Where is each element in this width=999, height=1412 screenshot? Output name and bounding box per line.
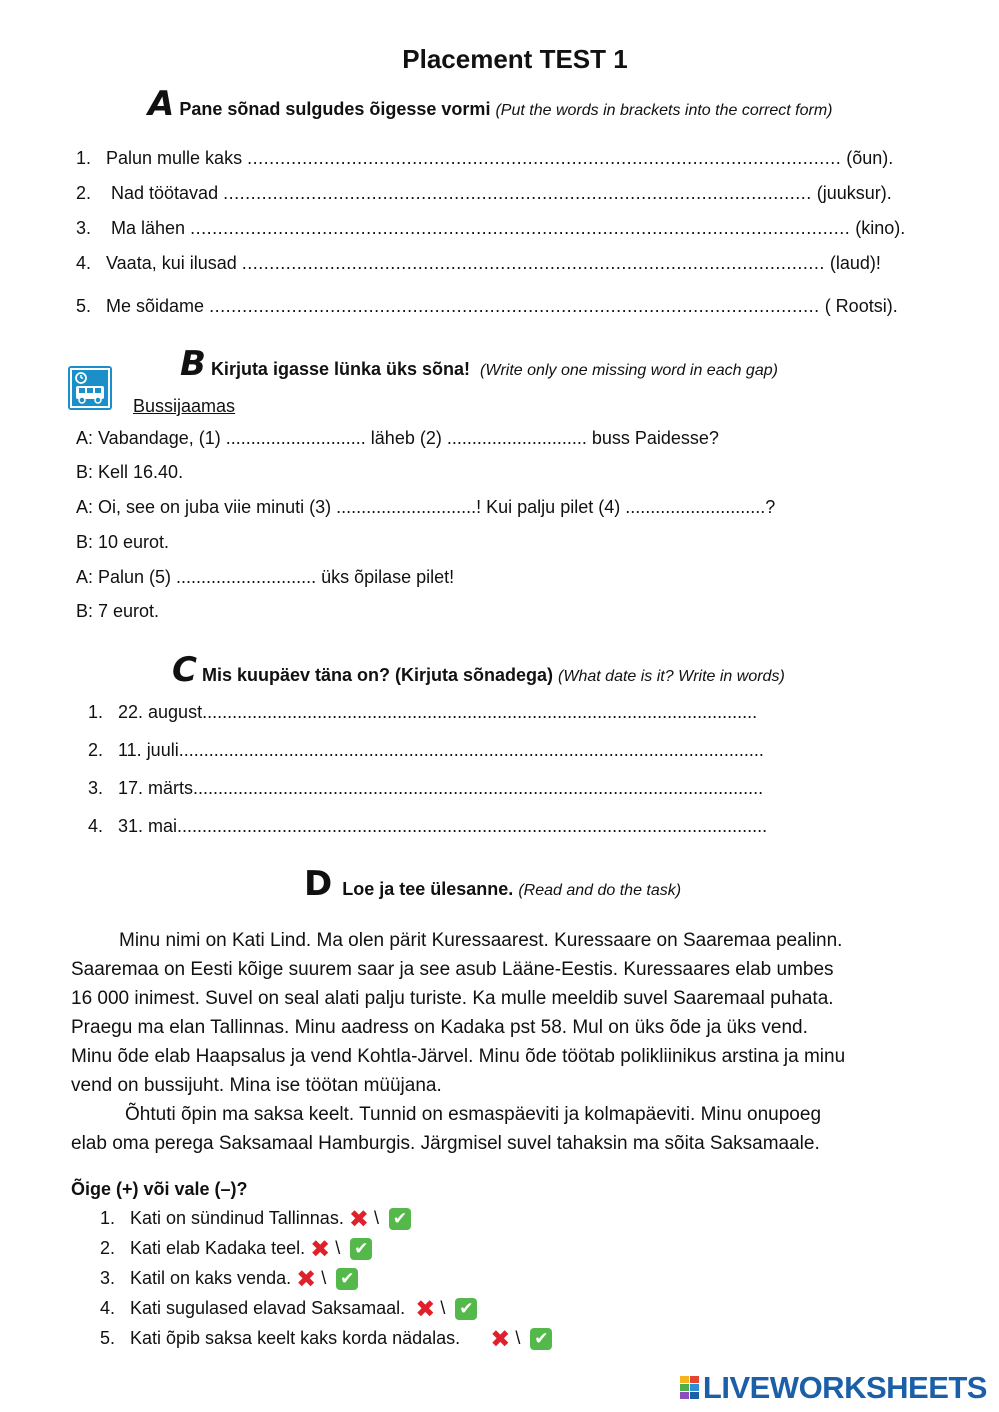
true-mark-icon[interactable]: ✔ xyxy=(530,1328,552,1350)
text-line: Õhtuti õpin ma saksa keelt. Tunnid on esmaspäeviti ja kolmapäeviti. Minu onupoeg xyxy=(125,1104,822,1125)
section-d-title: Loe ja tee ülesanne. xyxy=(342,879,514,899)
section-a-heading xyxy=(148,84,832,124)
dialogue-title: Bussijaamas xyxy=(133,396,236,416)
date-item[interactable]: 4. 31. mai...................................................................................................................... xyxy=(88,816,768,836)
item-prompt: Palun mulle kaks xyxy=(106,148,243,168)
dialogue-line: B: Kell 16.40. xyxy=(76,462,184,482)
logo-icon xyxy=(680,1372,700,1396)
section-a-title: Pane sõnad sulgudes õigesse vormi xyxy=(179,99,491,119)
section-a-letter: A xyxy=(148,84,175,124)
section-c-letter: C xyxy=(172,650,197,690)
true-false-question: Õige (+) või vale (–)? xyxy=(71,1179,248,1199)
section-b-title: Kirjuta igasse lünka üks sõna! xyxy=(210,359,471,379)
item-prompt: Nad töötavad xyxy=(106,183,219,203)
text-line: Minu õde elab Haapsalus ja vend Kohtla-Järvel. Minu õde töötab polikliinikus arstina ja minu xyxy=(71,1046,846,1067)
item-prompt: Me sõidame xyxy=(106,296,205,316)
date-item[interactable]: 1. 22. august............................................................................................................... xyxy=(88,702,758,722)
dialogue-line[interactable]: A: Oi, see on juba viie minuti (3) ............................! Kui palju pilet (4) ............................? xyxy=(76,497,776,517)
dialogue-line[interactable]: A: Palun (5) ............................ üks õpilase pilet! xyxy=(76,567,455,587)
exercise-a-item: 2. Nad töötavad ........................................................................................................... (juuksur). xyxy=(76,183,892,203)
false-mark-icon[interactable]: ✖ xyxy=(348,1205,369,1233)
section-b-heading xyxy=(180,344,778,384)
liveworksheets-logo xyxy=(680,1370,987,1406)
bus-station-icon xyxy=(68,366,112,410)
exercise-a-item: 5. Me sõidame ............................................................................................................... ( Rootsi). xyxy=(76,296,898,316)
true-mark-icon[interactable]: ✔ xyxy=(455,1298,477,1320)
text-line: vend on bussijuht. Mina ise töötan müüjana. xyxy=(71,1075,442,1096)
item-hint: (kino). xyxy=(855,218,906,238)
tf-item: 5. Kati õpib saksa keelt kaks korda nädalas. ✖ \ ✔ xyxy=(100,1325,552,1353)
text-line: Praegu ma elan Tallinnas. Minu aadress on Kadaka pst 58. Mul on üks õde ja üks vend. xyxy=(71,1017,808,1038)
answer-gap[interactable]: .......................................................................................................... xyxy=(241,253,825,273)
answer-gap[interactable]: ........................................................................................................................ xyxy=(190,218,851,238)
tf-item: 2. Kati elab Kadaka teel. ✖ \ ✔ xyxy=(100,1235,372,1263)
answer-gap[interactable]: ........................................................................................................... xyxy=(223,183,812,203)
answer-gap[interactable]: ............................................................................................................ xyxy=(247,148,842,168)
item-hint: ( Rootsi). xyxy=(824,296,898,316)
section-b-letter: B xyxy=(180,344,206,384)
true-mark-icon[interactable]: ✔ xyxy=(389,1208,411,1230)
page-title: Placement TEST 1 xyxy=(402,44,628,74)
tf-item: 4. Kati sugulased elavad Saksamaal. ✖ \ ✔ xyxy=(100,1295,477,1323)
dialogue-line[interactable]: A: Vabandage, (1) ............................ läheb (2) ............................ buss Paidesse? xyxy=(76,428,719,448)
false-mark-icon[interactable]: ✖ xyxy=(490,1325,511,1353)
dialogue-line: B: 10 eurot. xyxy=(76,532,170,552)
section-d-heading xyxy=(304,864,681,904)
true-mark-icon[interactable]: ✔ xyxy=(350,1238,372,1260)
exercise-a-item: 1. Palun mulle kaks ............................................................................................................ (õun). xyxy=(76,148,894,168)
false-mark-icon[interactable]: ✖ xyxy=(415,1295,436,1323)
section-c-title: Mis kuupäev täna on? (Kirjuta sõnadega) xyxy=(201,665,554,685)
section-c-heading xyxy=(172,650,785,690)
section-d-letter: D xyxy=(304,864,333,904)
section-c-note: (What date is it? Write in words) xyxy=(558,668,785,685)
dialogue-line: B: 7 eurot. xyxy=(76,601,160,621)
answer-gap[interactable]: ............................................................................................................... xyxy=(209,296,820,316)
item-prompt: Ma lähen xyxy=(106,218,186,238)
section-b-note: (Write only one missing word in each gap) xyxy=(480,362,778,379)
text-line: Minu nimi on Kati Lind. Ma olen pärit Kuressaarest. Kuressaare on Saaremaa pealinn. xyxy=(119,930,843,951)
tf-item: 3. Katil on kaks venda. ✖ \ ✔ xyxy=(100,1265,358,1293)
false-mark-icon[interactable]: ✖ xyxy=(310,1235,331,1263)
text-line: elab oma perega Saksamaal Hamburgis. Järgmisel suvel tahaksin ma sõita Saksamaale. xyxy=(71,1133,820,1154)
date-item[interactable]: 3. 17. märts.................................................................................................................. xyxy=(88,778,764,798)
logo-text: LIVEWORKSHEETS xyxy=(702,1370,987,1405)
text-line: Saaremaa on Eesti kõige suurem saar ja see asub Lääne-Eestis. Kuressaares elab umbes xyxy=(71,959,834,980)
date-item[interactable]: 2. 11. juuli..................................................................................................................... xyxy=(88,740,764,760)
item-hint: (juuksur). xyxy=(816,183,892,203)
exercise-a-item: 4. Vaata, kui ilusad .......................................................................................................... (laud)! xyxy=(76,253,881,273)
exercise-a-item: 3. Ma lähen ........................................................................................................................ (kino). xyxy=(76,218,906,238)
item-hint: (õun). xyxy=(846,148,894,168)
tf-item: 1. Kati on sündinud Tallinnas. ✖ \ ✔ xyxy=(100,1205,411,1233)
false-mark-icon[interactable]: ✖ xyxy=(296,1265,317,1293)
reading-text xyxy=(71,926,971,1158)
true-mark-icon[interactable]: ✔ xyxy=(336,1268,358,1290)
section-a-note: (Put the words in brackets into the correct form) xyxy=(495,102,833,119)
item-prompt: Vaata, kui ilusad xyxy=(106,253,237,273)
item-hint: (laud)! xyxy=(829,253,881,273)
text-line: 16 000 inimest. Suvel on seal alati palju turiste. Ka mulle meeldib suvel Saaremaal puhata. xyxy=(71,988,834,1009)
section-d-note: (Read and do the task) xyxy=(518,882,682,899)
